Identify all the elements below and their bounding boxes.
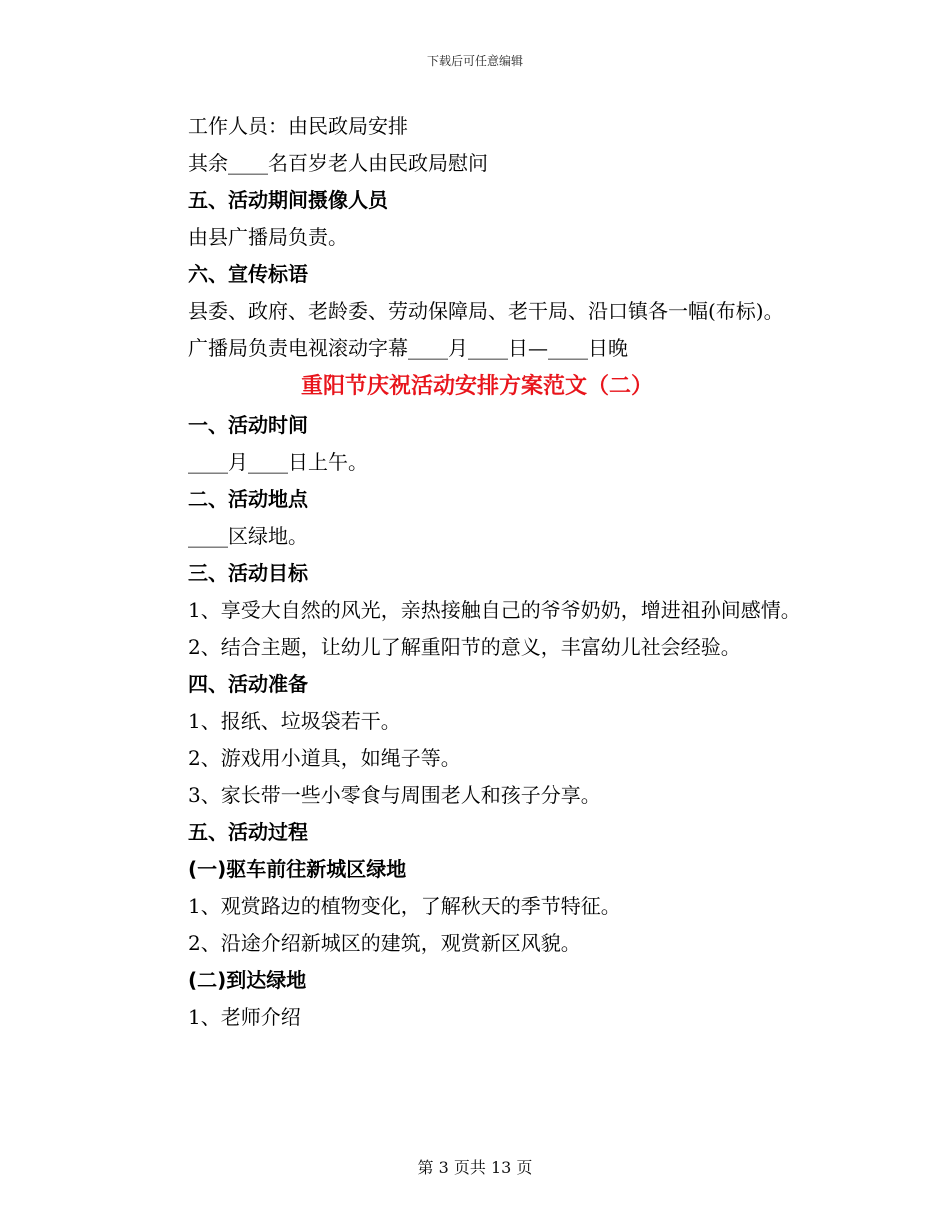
heading-activity-goals: 三、活动目标 <box>188 561 308 585</box>
heading-activity-time: 一、活动时间 <box>188 413 308 437</box>
paragraph-activity-location: ____区绿地。 <box>188 524 308 548</box>
paragraph-banners: 县委、政府、老龄委、劳动保障局、老干局、沿口镇各一幅(布标)。 <box>188 299 784 323</box>
paragraph-broadcast-bureau: 由县广播局负责。 <box>188 225 348 249</box>
heading-activity-preparation: 四、活动准备 <box>188 672 308 696</box>
paragraph-prep-2: 2、游戏用小道具，如绳子等。 <box>188 746 461 770</box>
heading-activity-process: 五、活动过程 <box>188 820 308 844</box>
paragraph-drive-2: 2、沿途介绍新城区的建筑，观赏新区风貌。 <box>188 931 581 955</box>
paragraph-arrive-1: 1、老师介绍 <box>188 1005 301 1029</box>
paragraph-staff: 工作人员：由民政局安排 <box>188 114 408 138</box>
paragraph-prep-1: 1、报纸、垃圾袋若干。 <box>188 709 401 733</box>
paragraph-activity-time: ____月____日上午。 <box>188 450 368 474</box>
document-body <box>141 108 813 1036</box>
paragraph-goal-2: 2、结合主题，让幼儿了解重阳节的意义，丰富幼儿社会经验。 <box>188 635 741 659</box>
heading-slogans: 六、宣传标语 <box>188 262 308 286</box>
paragraph-tv-subtitles: 广播局负责电视滚动字幕____月____日—____日晚 <box>188 336 628 360</box>
page-header-note: 下载后可任意编辑 <box>426 54 523 68</box>
paragraph-centenarians: 其余____名百岁老人由民政局慰问 <box>188 151 488 175</box>
paragraph-drive-1: 1、观赏路边的植物变化，了解秋天的季节特征。 <box>188 894 621 918</box>
subheading-arrive: (二)到达绿地 <box>188 968 307 992</box>
heading-activity-location: 二、活动地点 <box>188 487 308 511</box>
section-title: 重阳节庆祝活动安排方案范文（二） <box>300 374 653 399</box>
subheading-drive: (一)驱车前往新城区绿地 <box>188 857 407 881</box>
heading-camera-staff: 五、活动期间摄像人员 <box>188 188 388 212</box>
paragraph-goal-1: 1、享受大自然的风光，亲热接触自己的爷爷奶奶，增进祖孙间感情。 <box>188 598 801 622</box>
page-number: 第 3 页共 13 页 <box>417 1158 533 1177</box>
paragraph-prep-3: 3、家长带一些小零食与周围老人和孩子分享。 <box>188 783 601 807</box>
